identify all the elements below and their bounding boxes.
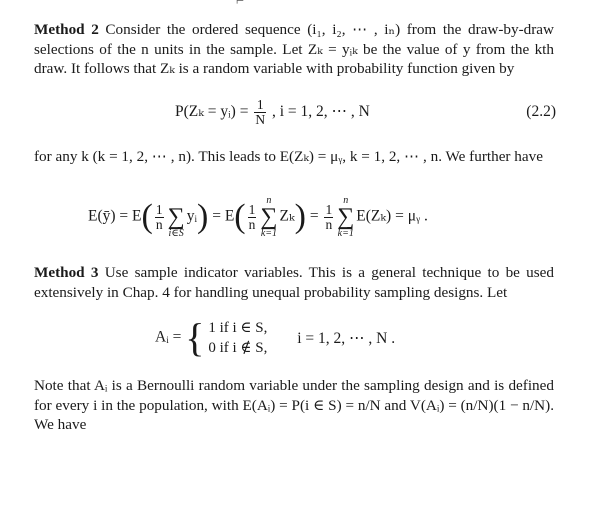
eqi-cases (208, 318, 267, 358)
paren-open-2: ( (234, 198, 246, 235)
eq22-lhs: P(Zₖ = yᵢ) = (175, 103, 249, 121)
eqm-sum3-lower: k=1 (337, 228, 354, 239)
eqm-frac3 (324, 203, 333, 232)
paren-close: ) (197, 198, 209, 235)
eqm-frac2-den: n (248, 216, 256, 232)
eqm-sum2: n ∑ k=1 (260, 195, 278, 239)
paragraph-2: for any k (k = 1, 2, ⋯ , n). This leads to E(Zₖ) = μᵧ, k = 1, 2, ⋯ , n. We further have (34, 148, 543, 165)
method2-text: Consider the ordered sequence (i₁, i₂, ⋯ , iₙ) from the draw-by-draw selections of the n units in the sample. Let Zₖ = yᵢₖ be the value of y from the kth draw. It follows that Zₖ is a random variable with probability function given by (34, 21, 555, 77)
eqi-rhs: i = 1, 2, ⋯ , N . (297, 329, 396, 347)
eqm-part3: = (309, 207, 319, 225)
eqm-part2: = E (212, 207, 235, 225)
equation-mean (88, 195, 428, 239)
equation-2-2 (175, 98, 370, 127)
paren-open: ( (141, 198, 153, 235)
eqm-frac2 (248, 203, 257, 232)
eq22-fraction (254, 98, 266, 127)
eqm-sum1-lower: i∈S (168, 228, 184, 239)
eqm-frac3-den: n (325, 216, 333, 232)
eqi-case2: 0 if i ∉ S, (208, 340, 268, 356)
eqm-frac2-num: 1 (248, 201, 256, 217)
left-brace: { (185, 315, 205, 360)
eqm-frac1-den: n (155, 216, 163, 232)
eqm-frac1 (155, 203, 164, 232)
method3-heading: Method 3 (34, 264, 99, 281)
method3-text: Use sample indicator variables. This is a general technique to be used extensively in Chap. 4 for handling unequal probability sampling designs. Let (34, 264, 554, 301)
eqm-part1: E(ȳ) = E (88, 207, 142, 225)
eqm-sum3: n ∑ k=1 (337, 195, 355, 239)
eq22-denominator: N (255, 112, 266, 127)
method2-heading: Method 2 (34, 21, 99, 38)
eqm-frac1-num: 1 (155, 201, 163, 217)
method2-paragraph (34, 20, 554, 79)
eqm-term2: Zₖ (279, 207, 295, 225)
paren-close-2: ) (294, 198, 306, 235)
eqm-sum1: ∑ i∈S (167, 204, 185, 239)
eqm-sum2-upper: n (266, 195, 272, 206)
equation-indicator (155, 315, 396, 360)
eqm-term3: E(Zₖ) = μᵧ . (356, 207, 428, 225)
eqm-term1: yᵢ (186, 207, 197, 225)
eqm-frac3-num: 1 (325, 201, 333, 217)
eq22-rhs: , i = 1, 2, ⋯ , N (271, 103, 370, 121)
eqi-case1: 1 if i ∈ S, (208, 320, 268, 336)
paragraph-4: Note that Aᵢ is a Bernoulli random variable under the sampling design and is defined for every i in the population, with E(Aᵢ) = P(i ∈ S) = n/N and V(Aᵢ) = (n/N)(1 − n/N). We have (34, 377, 554, 433)
method3-paragraph (34, 263, 554, 302)
eqm-sum2-lower: k=1 (260, 228, 278, 239)
eqi-lhs: Aᵢ = (155, 328, 182, 346)
equation-number: (2.2) (526, 103, 556, 120)
cropped-top-text: ⌐ (236, 0, 244, 9)
eq22-numerator: 1 (254, 98, 266, 113)
eqm-sum3-upper: n (343, 195, 349, 206)
